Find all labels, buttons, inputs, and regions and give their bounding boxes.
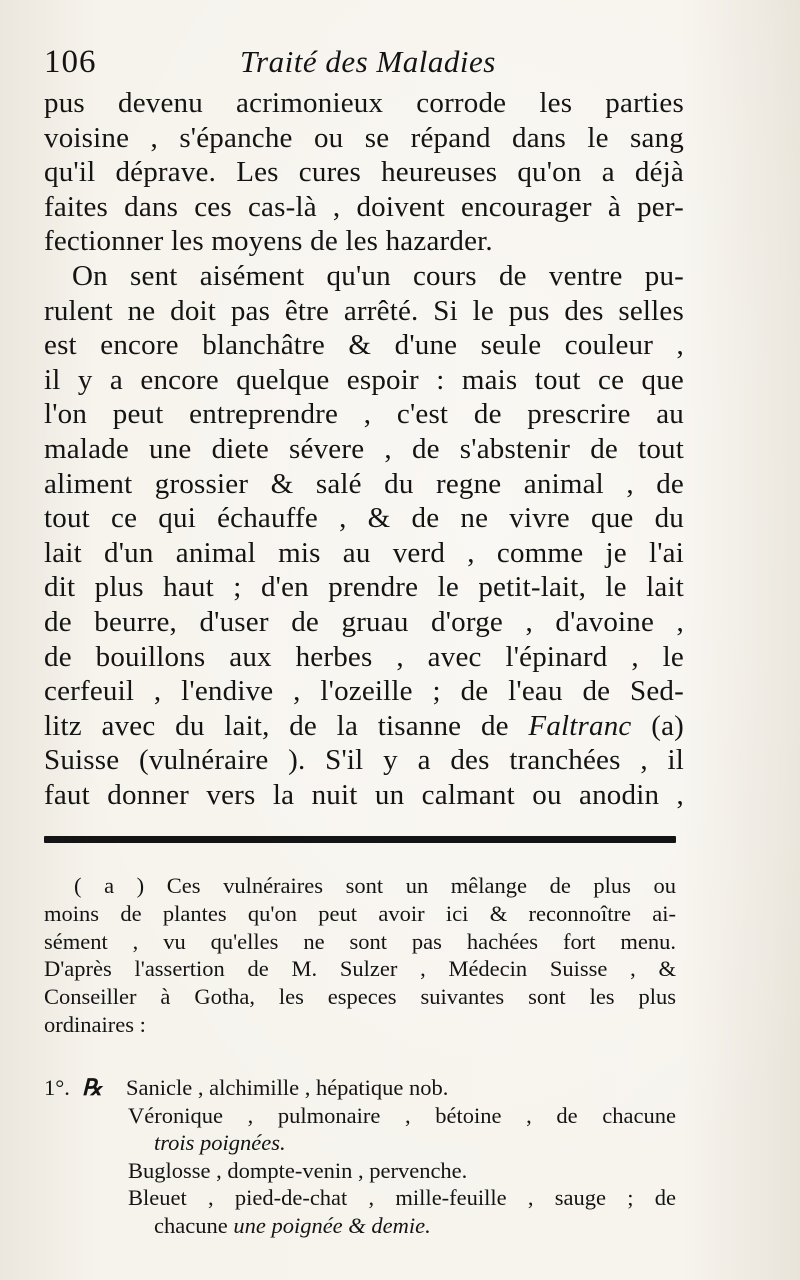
recipe-row: Buglosse , dompte-venin , pervenche. <box>128 1157 468 1183</box>
footnote <box>44 872 676 1039</box>
page-header <box>44 40 684 88</box>
recipe-italic: une poignée & demie. <box>233 1212 431 1238</box>
footnote-line: Conseiller à Gotha, les especes suivantes sont les plus <box>44 984 676 1010</box>
footnote-line: D'après l'assertion de M. Sulzer , Médecin Suisse , & <box>44 956 676 982</box>
italic-term: Faltranc <box>528 709 632 742</box>
recipe-text: chacune <box>154 1212 228 1238</box>
recipe-row: Bleuet , pied-de-chat , mille-feuille , sauge ; de <box>128 1185 676 1211</box>
text-segment: litz avec du lait, de la tisanne de <box>44 709 509 742</box>
recipe-row <box>44 1212 676 1240</box>
footnote-line: ( a ) Ces vulnéraires sont un mêlange de plus ou <box>74 873 676 898</box>
text-line: de beurre, d'user de gruau d'orge , d'avoine , <box>44 605 684 638</box>
text-line: dit plus haut ; d'en prendre le petit-lait, le lait <box>44 571 684 604</box>
text-line: tout ce qui échauffe , & de ne vivre que du <box>44 502 684 535</box>
recipe-text: Sanicle , alchimille , hépatique nob. <box>126 1075 449 1100</box>
recipe-row: Véronique , pulmonaire , bétoine , de chacune <box>128 1102 676 1128</box>
text-line: fectionner les moyens de les hazarder. <box>44 225 493 258</box>
running-title: Traité des Maladies <box>240 44 496 79</box>
footnote-line: moins de plantes qu'on peut avoir ici & reconnoître ai- <box>44 900 676 926</box>
footnote-line: sément , vu qu'elles ne sont pas hachées fort menu. <box>44 928 676 954</box>
text-line: pus devenu acrimonieux corrode les parties <box>44 87 684 119</box>
text-line: voisine , s'épanche ou se répand dans le sang <box>44 121 684 154</box>
main-text <box>44 86 684 812</box>
text-line-with-note <box>44 709 684 744</box>
text-line: est encore blanchâtre & d'une seule couleur , <box>44 329 684 362</box>
text-line: faut donner vers la nuit un calmant ou anodin , <box>44 778 684 811</box>
text-line: de bouillons aux herbes , avec l'épinard , le <box>44 640 684 673</box>
text-line: aliment grossier & salé du regne animal , de <box>44 467 684 500</box>
recipe-symbol: ℞ <box>82 1075 103 1100</box>
page-number: 106 <box>44 44 97 80</box>
footnote-reference: (a) <box>651 709 685 742</box>
text-line: faites dans ces cas-là , doivent encourager à per- <box>44 190 684 223</box>
text-line: qu'il déprave. Les cures heureuses qu'on a déjà <box>44 156 684 189</box>
recipe-row: trois poignées. <box>154 1130 286 1156</box>
text-line: On sent aisément qu'un cours de ventre pu- <box>72 259 684 292</box>
footnote-line: ordinaires : <box>44 1011 146 1037</box>
text-line: lait d'un animal mis au verd , comme je l'ai <box>44 536 684 569</box>
text-line: cerfeuil , l'endive , l'ozeille ; de l'eau de Sed- <box>44 675 684 708</box>
text-line: l'on peut entreprendre , c'est de prescrire au <box>44 398 684 431</box>
text-line: il y a encore quelque espoir : mais tout ce que <box>44 363 684 396</box>
recipe-row <box>44 1074 676 1102</box>
text-line: rulent ne doit pas être arrêté. Si le pus des selles <box>44 294 684 327</box>
recipe-list <box>44 1074 676 1240</box>
text-line: malade une diete sévere , de s'abstenir de tout <box>44 432 684 465</box>
footnote-rule <box>44 836 676 843</box>
text-line: Suisse (vulnéraire ). S'il y a des tranchées , il <box>44 744 684 777</box>
recipe-number: 1°. <box>44 1075 70 1100</box>
